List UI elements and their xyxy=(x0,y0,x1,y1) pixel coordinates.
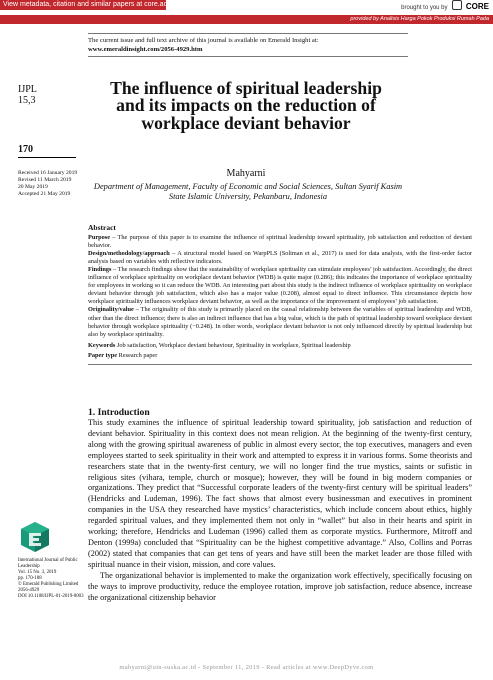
abstract xyxy=(88,224,472,365)
intro-paragraph-1: This study examines the influence of spiritual leadership toward spirituality, job satisfaction and reduction of deviant behavior. Spirituality in this context does not mean religion. At the beginning of the twenty-first century, along with the growing spiritual awareness of public in almost every sector, the top executives, managers and even employees started to seek spirituality in their work and attempted to express it in various forms. Some theorists and researchers state that in the twenty-first century, we will no longer find the true mystics, saints or sufistic in religious sites (vihara, temple, church or mosque); however, they will be found in big modern companies or organizations. They predict that “Successful corporate leaders of the twenty-first century will be spiritual leaders” (Hendricks and Ludeman, 1996). The fact shows that almost every businessman and executives in prominent companies in the USA they researched have mystics’ characteristics, which include concern about ethics, highly regarded spiritual values, and they implemented them not only in “wallet” but also in their hearts and spirit in working; therefore, Hendricks and Ludeman (1996) called them as corporate mystics. Furthermore, Mitroff and Denton (1999a) concluded that “Spirituality can be the highest competitive advantage.” Also, Collins and Porras (2002) stated that companies that can get tens of years and have still been the market leader are those filled with spiritual nuance in their vision, mission, and core values. xyxy=(88,418,472,569)
intro-paragraph-2: The organizational behavior is implemented to make the organization work effectively, specifically focusing on the ways to improve productivity, reduce the employee rotation, improve job satisfaction, reduce absence, increase the organizational citizenship behavior xyxy=(88,570,472,602)
journal-code: IJPL xyxy=(18,84,37,95)
findings-text: – The research findings show that the sustainability of workplace spirituality can stimulate employees’ job satisfaction. Accordingly, the direct influence of workplace spirituality on workplace deviant behavior (WDB) is quite major (0.286); this indicates the importance of workplace spirituality for employees in working so it can reduce the WDB. An interesting part about this study is the indirect influence of workplace spirituality on workplace deviant behavior through job satisfaction, which also has a major value (0.208), almost equal to direct influence. This circumstance depicts how workplace spirituality influences workplace deviant behavior, as well as the importance of the improvement of employees’ job satisfaction. xyxy=(88,266,472,306)
journal-volume: 15,3 xyxy=(18,95,36,106)
originality-label: Originality/value xyxy=(88,306,134,314)
emerald-logo-icon xyxy=(20,521,50,553)
brought-by-text: brought to you by xyxy=(401,5,448,11)
access-notice xyxy=(88,33,408,57)
section-heading-introduction: 1. Introduction xyxy=(88,407,150,418)
design-text: – A structural model based on WarpPLS (Soliman et al., 2017) is used for data analysis, with the first-order factor analysis based on variables with reflective indicators. xyxy=(88,250,472,266)
citation-journal: International Journal of Public xyxy=(18,558,78,563)
keywords-text: Job satisfaction, Workplace deviant behaviour, Spirituality in workplace, Spiritual leadership xyxy=(115,341,351,349)
abstract-heading: Abstract xyxy=(88,223,116,232)
article-author: Mahyarni xyxy=(226,168,266,179)
abstract-design xyxy=(88,250,472,266)
keywords-label: Keywords xyxy=(88,341,116,349)
download-footer: mahyarni@uin-suska.ac.id - September 11, 2019 - Read articles at www.DeepDyve.com xyxy=(119,664,374,671)
citation-volume: Vol. 15 No. 3, 2019 xyxy=(18,570,57,575)
author-affiliation: Department of Management, Faculty of Economic and Social Sciences, Sultan Syarif Kasim State Islamic University, Pekanbaru, Indonesia xyxy=(93,182,403,201)
paper-type-label: Paper type xyxy=(88,351,118,359)
date-accepted: Accepted 21 May 2019 xyxy=(18,191,71,197)
notice-url[interactable]: www.emeraldinsight.com/2056-4929.htm xyxy=(88,46,203,53)
findings-label: Findings xyxy=(88,266,112,274)
article-title: The influence of spiritual leadership and its impacts on the reduction of workplace deviant behavior xyxy=(110,78,382,133)
citation-journal-2: Leadership xyxy=(18,564,40,569)
body-text xyxy=(88,418,472,603)
abstract-findings xyxy=(88,266,472,306)
design-label: Design/methodology/approach xyxy=(88,250,170,258)
journal-abbr xyxy=(18,84,37,106)
citation-publisher: © Emerald Publishing Limited xyxy=(18,582,79,587)
abstract-divider xyxy=(88,364,472,365)
journal-citation xyxy=(18,558,84,600)
abstract-purpose xyxy=(88,234,472,250)
citation-doi: DOI 10.1108/IJPL-01-2019-0003 xyxy=(18,594,84,599)
abstract-keywords xyxy=(88,342,472,350)
provider-bar xyxy=(0,15,493,24)
core-metadata-text: View metadata, citation and similar papers at core.ac.uk xyxy=(3,1,177,8)
date-revised-2: 20 May 2019 xyxy=(18,184,48,190)
citation-pages: pp. 170-188 xyxy=(18,576,42,581)
core-brand-label: CORE xyxy=(465,2,489,11)
citation-issn: 2056-4929 xyxy=(18,588,40,593)
abstract-paper-type xyxy=(88,352,472,360)
core-logo-icon xyxy=(452,0,462,10)
provider-text[interactable]: provided by Analisis Harga Pokok Produksi Rumah Pada xyxy=(350,16,489,22)
core-brand[interactable] xyxy=(401,0,489,10)
core-metadata-link[interactable] xyxy=(0,0,177,10)
date-received: Received 16 January 2019 xyxy=(18,170,78,176)
purpose-label: Purpose xyxy=(88,234,111,242)
originality-text: – The originality of this study is primarily placed on the causal relationship between the variables of spiritual leadership and WDB, other than the direct influence; there is also an indirect influence that has a big value, which is the path of spiritual leadership toward workplace deviant behavior through workplace spirituality (−0.248). In other words, workplace deviant behavior is not only influenced directly by spiritual leadership but also by workplace spirituality. xyxy=(88,306,472,338)
abstract-originality xyxy=(88,306,472,338)
article-dates xyxy=(18,170,77,198)
date-revised: Revised 11 March 2019 xyxy=(18,177,72,183)
page-number: 170 xyxy=(18,144,76,158)
paper-type-text: Research paper xyxy=(117,351,158,359)
core-topbar xyxy=(0,0,493,10)
notice-text: The current issue and full text archive of this journal is available on Emerald Insight at: xyxy=(88,37,319,44)
purpose-text: – The purpose of this paper is to examine the influence of spiritual leadership toward spirituality, job satisfaction and reduction of deviant behavior. xyxy=(88,234,472,250)
